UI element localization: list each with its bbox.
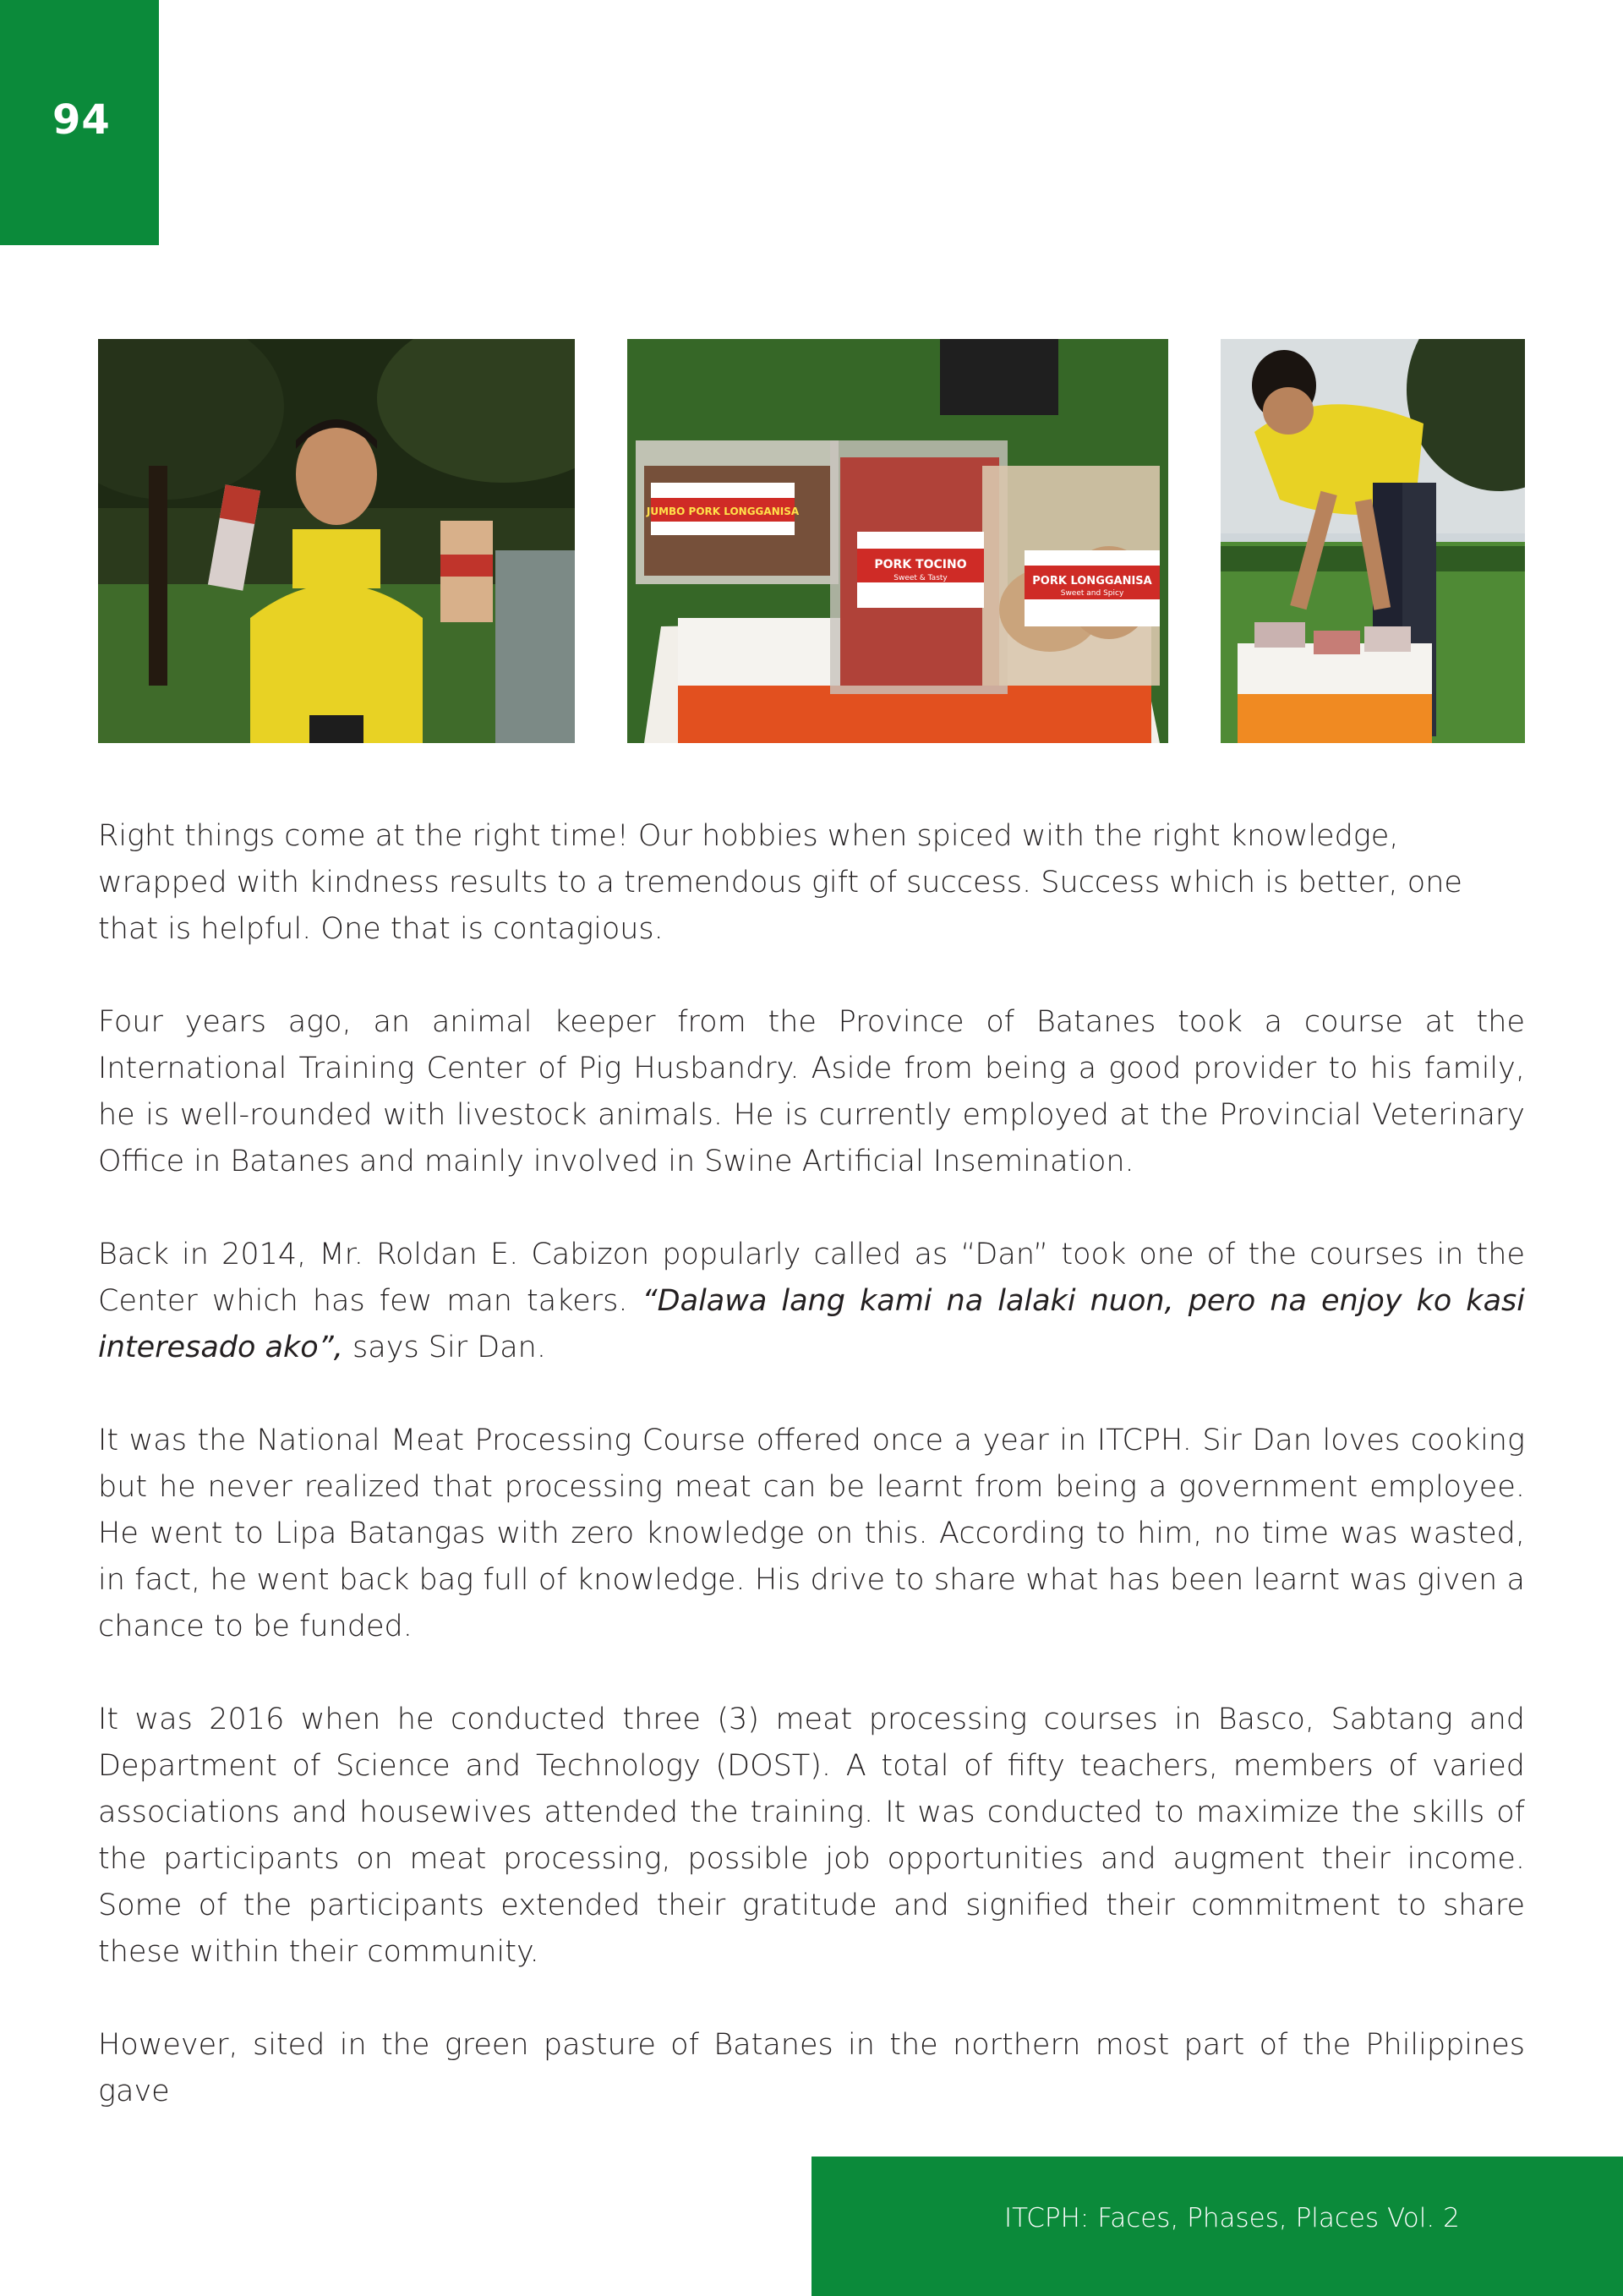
footer-title: ITCPH: Faces, Phases, Places Vol. 2 <box>1004 2203 1460 2233</box>
page-number-tab <box>0 0 159 245</box>
label-jumbo-text: JUMBO PORK LONGGANISA <box>646 506 800 517</box>
paragraph-2: Four years ago, an animal keeper from the Province of Batanes took a course at the International Training Center of Pig Husbandry. Aside from being a good provider to his family, he is well-rounded with livestock animals. He is currently employed at the Provincial Veterinary Office in Batanes and mainly involved in Swine Artificial Insemination. <box>98 1005 1525 1178</box>
label-jumbo-pork-longganisa <box>646 483 800 535</box>
page-number: 94 <box>52 96 111 144</box>
paragraph-4: It was the National Meat Processing Course offered once a year in ITCPH. Sir Dan loves cooking but he never realized that processing meat can be learnt from being a government employee. He went to Lipa Batangas with zero knowledge on this. According to him, no time was wasted, in fact, he went back bag full of knowledge. His drive to share what has been learnt was given a chance to be funded. <box>98 1424 1525 1643</box>
paragraph-5: It was 2016 when he conducted three (3) meat processing courses in Basco, Sabtang and Department of Science and Technology (DOST). A total of fifty teachers, members of varied associations and housewives attended the training. It was conducted to maximize the skills of the participants on meat processing, possible job opportunities and augment their income. Some of the participants extended their gratitude and signified their commitment to share these within their community. <box>98 1703 1525 1969</box>
paragraph-3-start: Back in 2014, Mr. Roldan E. Cabizon popularly called as “Dan” took one of the courses in the Center which has few man takers. <box>98 1238 1525 1318</box>
label-pork-longganisa <box>1025 550 1160 626</box>
photo-man-arranging-products <box>1221 339 1525 743</box>
paragraph-1: Right things come at the right time! Our hobbies when spiced with the right knowledge, wrapped with kindness results to a tremendous gift of success. Success which is better, one that is helpful. One that is contagious. <box>98 819 1462 946</box>
paragraph-3-quote: “Dalawa lang kami na lalaki nuon, pero na enjoy ko kasi interesado ako”, <box>98 1284 1525 1364</box>
label-pork-tocino <box>857 532 984 608</box>
label-longganisa-sub: Sweet and Spicy <box>1060 589 1124 598</box>
article-body <box>98 813 1525 2115</box>
photo-man-holding-products <box>98 339 575 743</box>
label-tocino-sub: Sweet & Tasty <box>893 574 948 582</box>
label-tocino-text: PORK TOCINO <box>874 558 967 571</box>
label-longganisa-text: PORK LONGGANISA <box>1032 575 1152 588</box>
paragraph-6: However, sited in the green pasture of Batanes in the northern most part of the Philippines gave <box>98 2028 1525 2108</box>
paragraph-3-end: says Sir Dan. <box>342 1331 546 1364</box>
photo-products-on-cooler <box>627 339 1168 743</box>
paragraph-3 <box>98 1232 1525 1371</box>
